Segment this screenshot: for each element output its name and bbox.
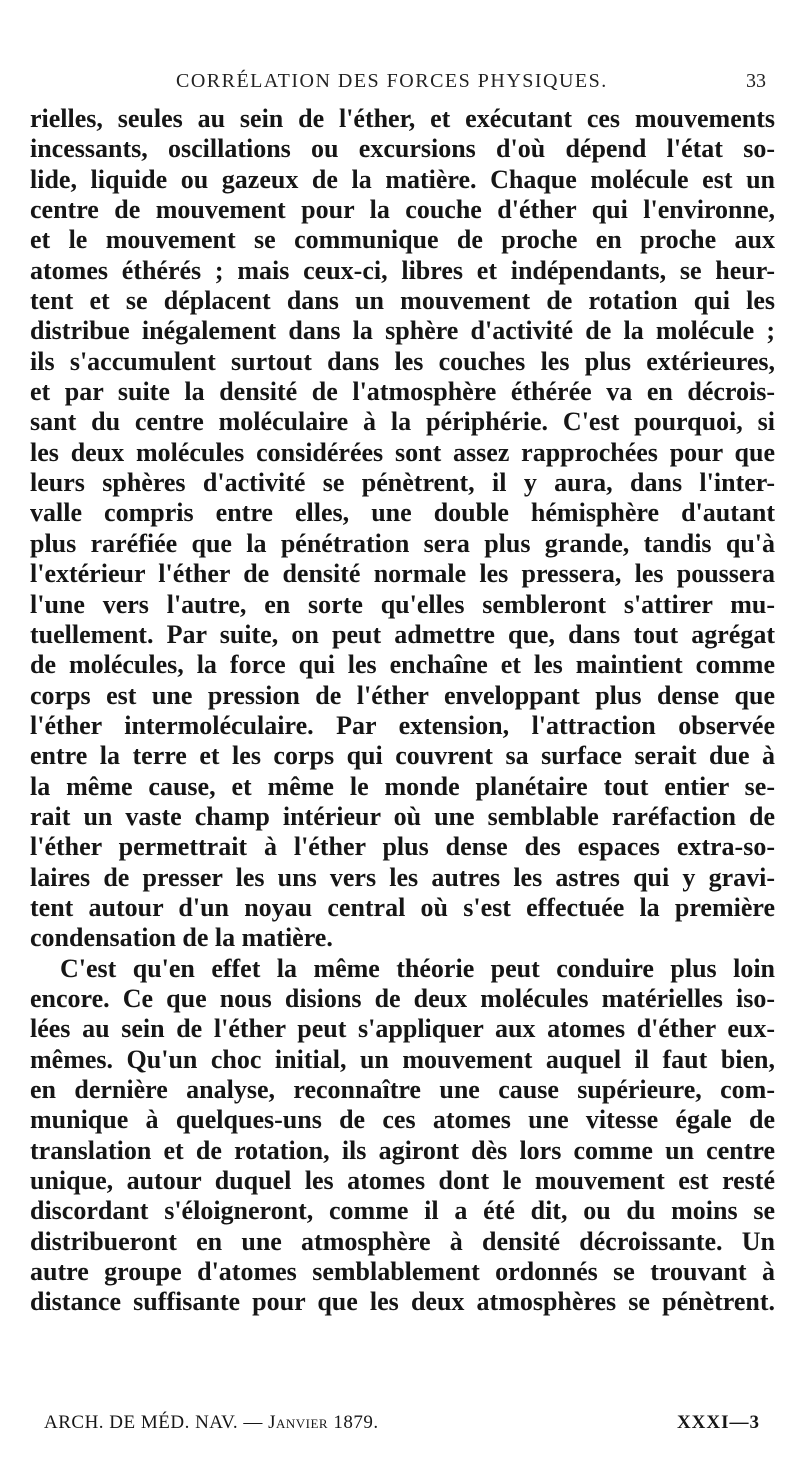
text-line: laires de presser les uns vers les autres les astres qui y gravi- (30, 862, 775, 892)
text-line: incessants, oscillations ou excursions d'où dépend l'état so- (30, 134, 775, 164)
text-line: discordant s'éloigneront, comme il a été dit, ou du moins se (30, 1196, 775, 1226)
text-line: l'extérieur l'éther de densité normale les pressera, les poussera (30, 559, 775, 589)
text-line: atomes éthérés ; mais ceux-ci, libres et indépendants, se heur- (30, 255, 775, 285)
text-line: sant du centre moléculaire à la périphérie. C'est pourquoi, si (30, 407, 775, 437)
text-line: et le mouvement se communique de proche en proche aux (30, 225, 775, 255)
text-line: centre de mouvement pour la couche d'éther qui l'environne, (30, 195, 775, 225)
text-line: en dernière analyse, reconnaître une cause supérieure, com- (30, 1075, 775, 1104)
text-line: condensation de la matière. (30, 923, 333, 953)
text-line: mêmes. Qu'un choc initial, un mouvement auquel il faut bien, (30, 1044, 775, 1074)
page-number: 33 (746, 70, 766, 92)
text-line: corps est une pression de l'éther enveloppant plus dense que (30, 680, 775, 710)
body-text (30, 104, 775, 1318)
running-head (0, 70, 800, 100)
text-line: lide, liquide ou gazeux de la matière. Chaque molécule est un (30, 164, 775, 194)
text-line: et par suite la densité de l'atmosphère éthérée va en décrois- (30, 377, 775, 407)
text-line: distribueront en une atmosphère à densité décroissante. Un (30, 1226, 775, 1256)
text-line: entre la terre et les corps qui couvrent sa surface serait due à (30, 741, 775, 771)
paragraph (30, 954, 775, 1318)
text-line: l'éther permettrait à l'éther plus dense des espaces extra-so- (30, 832, 775, 862)
text-line: C'est qu'en effet la même théorie peut conduire plus loin (60, 953, 775, 983)
text-line: lées au sein de l'éther peut s'appliquer aux atomes d'éther eux- (30, 1014, 775, 1044)
page-footer (0, 1412, 800, 1442)
text-line: translation et de rotation, ils agiront dès lors comme un centre (30, 1135, 775, 1165)
footer-journal-reference: ARCH. DE MÉD. NAV. — Janvier 1879. (44, 1412, 379, 1433)
text-line: unique, autour duquel les atomes dont le mouvement est resté (30, 1166, 775, 1196)
text-line: rielles, seules au sein de l'éther, et exécutant ces mouvements (30, 104, 775, 133)
running-title: CORRÉLATION DES FORCES PHYSIQUES. (176, 70, 608, 92)
text-line: distribue inégalement dans la sphère d'activité de la molécule ; (30, 316, 775, 346)
text-line: tent et se déplacent dans un mouvement de rotation qui les (30, 286, 775, 316)
footer-signature-mark: XXXI—3 (676, 1412, 760, 1433)
text-line: autre groupe d'atomes semblablement ordonnés se trouvant à (30, 1257, 775, 1287)
text-line: tuellement. Par suite, on peut admettre que, dans tout agrégat (30, 619, 775, 649)
text-line: rait un vaste champ intérieur où une semblable raréfaction de (30, 801, 775, 831)
text-line: les deux molécules considérées sont assez rapprochées pour que (30, 437, 775, 467)
text-line: ils s'accumulent surtout dans les couches les plus extérieures, (30, 346, 775, 376)
text-line: de molécules, la force qui les enchaîne et les maintient comme (30, 650, 775, 680)
paragraph (30, 104, 775, 954)
text-line: plus raréfiée que la pénétration sera plus grande, tandis qu'à (30, 528, 775, 558)
text-line: tent autour d'un noyau central où s'est effectuée la première (30, 892, 775, 922)
text-line: l'éther intermoléculaire. Par extension, l'attraction observée (30, 710, 775, 740)
text-line: munique à quelques-uns de ces atomes une vitesse égale de (30, 1105, 775, 1135)
text-line: valle compris entre elles, une double hémisphère d'autant (30, 498, 775, 528)
text-line: leurs sphères d'activité se pénètrent, il y aura, dans l'inter- (30, 468, 775, 498)
text-line: encore. Ce que nous disions de deux molécules matérielles iso- (30, 983, 775, 1013)
text-line: distance suffisante pour que les deux atmosphères se pénètrent. (30, 1287, 775, 1317)
text-line: la même cause, et même le monde planétaire tout entier se- (30, 771, 775, 801)
text-line: l'une vers l'autre, en sorte qu'elles sembleront s'attirer mu- (30, 589, 775, 619)
